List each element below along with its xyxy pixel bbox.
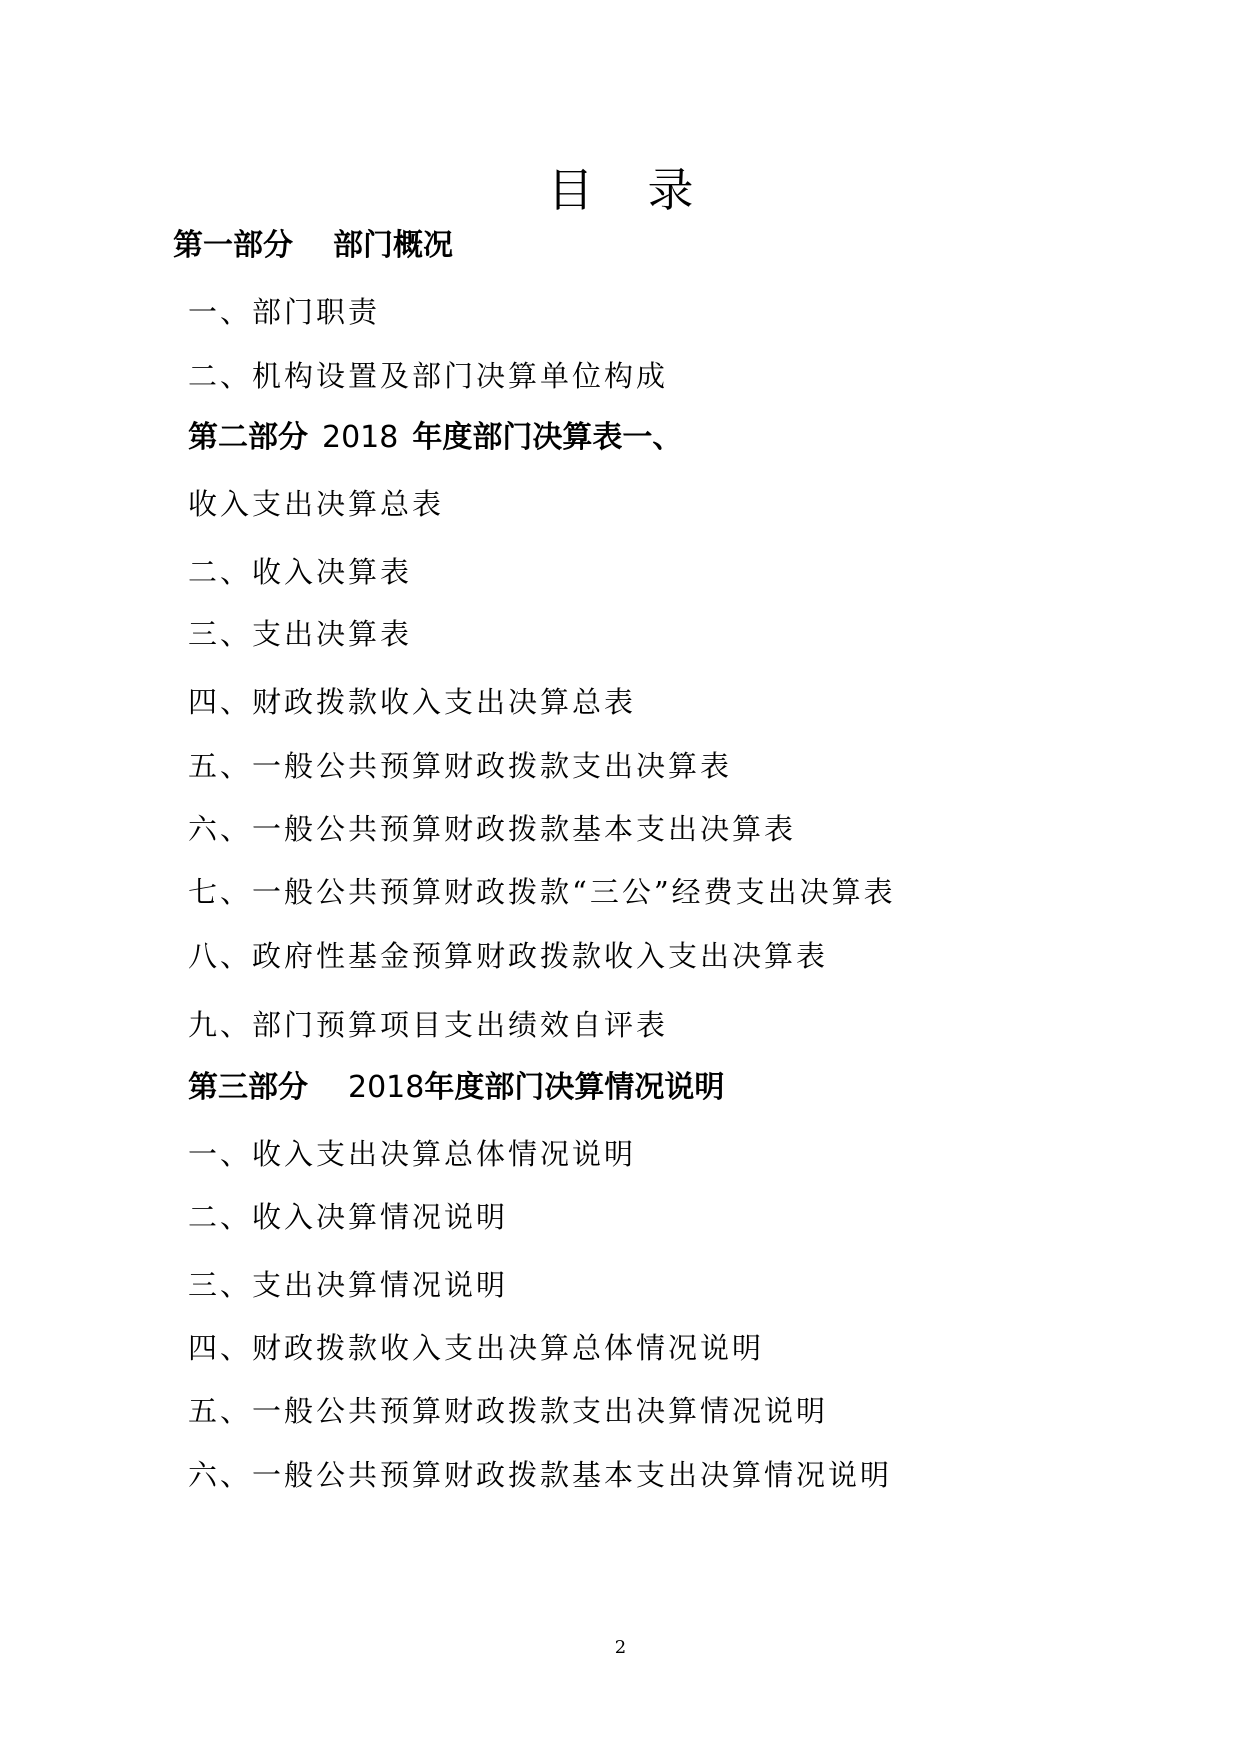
part2-text: 年度部门决算表一、 [412,420,683,455]
toc-item: 收入支出决算总表 [188,487,445,521]
toc-item: 二、收入决算情况说明 [188,1200,509,1234]
toc-item: 八、政府性基金预算财政拨款收入支出决算表 [188,939,829,973]
part1-text: 部门概况 [333,228,453,263]
part2-heading [188,418,682,458]
toc-item: 一、收入支出决算总体情况说明 [188,1137,637,1171]
toc-item: 七、一般公共预算财政拨款“三公”经费支出决算表 [188,875,896,909]
toc-item: 九、部门预算项目支出绩效自评表 [188,1008,669,1042]
part3-year: 2018 [348,1070,425,1105]
toc-title [0,160,1241,220]
toc-item: 四、财政拨款收入支出决算总表 [188,685,637,719]
toc-item: 五、一般公共预算财政拨款支出决算情况说明 [188,1394,829,1428]
part1-label: 第一部分 [173,228,293,263]
part2-year: 2018 [322,420,399,455]
part2-label: 第二部分 [188,420,308,455]
toc-item: 六、一般公共预算财政拨款基本支出决算情况说明 [188,1458,893,1492]
part3-label: 第三部分 [188,1070,308,1105]
part1-heading [173,226,453,266]
toc-item: 三、支出决算表 [188,617,413,651]
page-number: 2 [614,1637,627,1658]
part3-heading [188,1068,724,1108]
toc-item: 三、支出决算情况说明 [188,1268,509,1302]
toc-item: 五、一般公共预算财政拨款支出决算表 [188,749,733,783]
toc-title-char-1: 目 [547,163,594,217]
toc-item: 二、机构设置及部门决算单位构成 [188,359,669,393]
toc-item: 六、一般公共预算财政拨款基本支出决算表 [188,812,797,846]
toc-item: 四、财政拨款收入支出决算总体情况说明 [188,1331,765,1365]
toc-item: 一、部门职责 [188,295,381,329]
toc-item: 二、收入决算表 [188,555,413,589]
toc-title-char-2: 录 [647,163,694,217]
part3-text: 年度部门决算情况说明 [424,1070,725,1105]
